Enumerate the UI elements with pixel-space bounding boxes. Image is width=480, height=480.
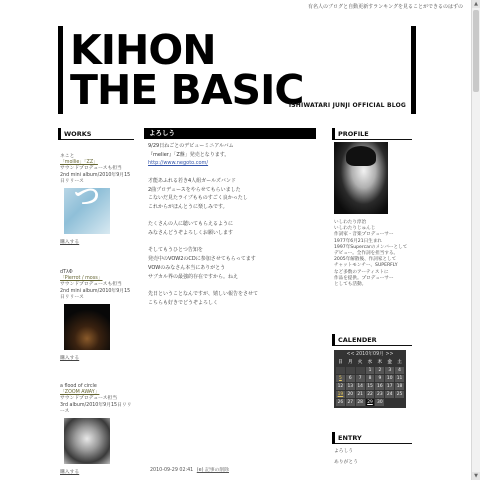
calendar-day: 27: [347, 400, 354, 405]
entry-link[interactable]: よろしう: [334, 449, 354, 454]
calendar-day: 6: [346, 375, 355, 382]
profile-line: など多数のアーティストに: [334, 269, 389, 275]
work-credit: サウンドプロデュース担当: [60, 396, 118, 402]
profile-heading-bar: [332, 128, 335, 140]
profile-heading: PROFILE: [332, 128, 412, 140]
calendar-weekday: 日: [336, 359, 345, 366]
work-title-link[interactable]: 「Pierrot / moss」: [60, 276, 103, 282]
post-line: VOWのみなさん本当にありがとう: [148, 264, 226, 271]
post-timestamp: 2010-09-29 02:41: [150, 468, 194, 473]
profile-line: 1997年Supercarのメンバーとして: [334, 244, 408, 250]
post-meta: [150, 466, 229, 473]
calendar-weekday: 火: [356, 359, 365, 366]
album-cover-image[interactable]: [64, 188, 110, 234]
calendar-weekday: 金: [385, 359, 394, 366]
calendar-blank: [336, 367, 345, 374]
calendar-weekday: 水: [366, 359, 375, 366]
calendar-day: 15: [367, 384, 373, 389]
post-line: みなさんどうぞよろしくお願いします: [148, 230, 234, 236]
profile-line: 作詞家・音楽プロデューサー: [334, 232, 394, 238]
calendar-day: 2: [375, 367, 384, 374]
calendar-day: 7: [356, 375, 365, 382]
scrollbar-thumb[interactable]: [473, 10, 479, 92]
calendar-weekday: 木: [375, 359, 384, 366]
calendar-day: 9: [375, 375, 384, 382]
blog-title-line-2[interactable]: THE BASIC: [70, 66, 304, 114]
header-right-bar: [411, 26, 416, 114]
calendar-day: 4: [395, 367, 404, 374]
calendar-day: 21: [357, 392, 363, 397]
profile-line: 作品を提供。プロデューサー: [334, 275, 394, 281]
post-line: 9/29日ねごとのデビューミニアルバム: [148, 143, 234, 149]
header-left-bar: [58, 26, 63, 114]
post-paragraph: [148, 246, 314, 281]
post-line: 先日ということなんですが、嬉しい報告をさせて: [148, 290, 259, 297]
calendar-day: 25: [396, 392, 403, 397]
calendar-weekday: 月: [346, 359, 355, 366]
calendar-day: 14: [357, 384, 363, 389]
post-paragraph: [148, 177, 314, 212]
entry-link[interactable]: ありがとう: [334, 460, 358, 465]
post-line: 才能あふれる若き4人組ガールズバンド: [148, 177, 236, 184]
work-title-link[interactable]: 「mollie」「ZZ」: [60, 160, 98, 166]
post-line: これからがほんとうに楽しみです。: [148, 203, 228, 210]
post-category-link[interactable]: (e) 記事の削除: [196, 468, 229, 473]
calendar-day: 11: [396, 376, 403, 381]
post-line: 『melier』「Z盤」発売となります。: [148, 151, 230, 158]
post-line: 2曲プロデュースをやらせてもらいました: [148, 186, 241, 193]
album-cover-image[interactable]: [64, 304, 110, 350]
work-item: [60, 384, 132, 476]
calendar-blank: [346, 367, 355, 374]
calendar-day: 3: [385, 367, 394, 374]
post-line: そしてもうひとつ告知を: [148, 247, 203, 254]
calendar-day[interactable]: 29: [367, 400, 373, 405]
vertical-scrollbar[interactable]: [471, 0, 480, 480]
work-release: 2nd mini album/2010年9月15日リリース: [60, 172, 131, 184]
work-artist[interactable]: ネこと: [60, 154, 75, 159]
post-url-link[interactable]: http://www.negoto.com/: [148, 160, 209, 167]
work-item: [60, 270, 132, 362]
calendar-day: 23: [377, 392, 383, 397]
post-paragraph: [148, 142, 314, 168]
profile-line: 1977年6月21日生まれ: [334, 238, 383, 244]
profile-line: としても活動。: [334, 282, 367, 288]
calendar-day: 22: [367, 392, 373, 397]
scroll-up-arrow-icon[interactable]: ▲: [472, 0, 480, 8]
work-title-link[interactable]: 「ZOOM AWAY」: [60, 390, 100, 396]
entry-heading: ENTRY: [332, 432, 412, 444]
calendar-day: 17: [386, 384, 393, 389]
calendar-weekday: 土: [395, 359, 404, 366]
profile-text: [334, 220, 410, 288]
post-paragraph: [148, 220, 314, 237]
calendar-day: 8: [366, 375, 375, 382]
top-banner-text[interactable]: 有名人のブログと自動更新すランキングを見ることができるのはずの: [308, 4, 463, 10]
calendar-day: 20: [347, 392, 354, 397]
work-item: [60, 154, 132, 246]
calendar-day: 12: [337, 384, 344, 389]
calendar-blank: [356, 367, 365, 374]
profile-line: いしわたりじゅんじ: [334, 226, 376, 232]
post-line: こちらも好きでどうぞよろしく: [148, 299, 219, 306]
calendar-day: 30: [377, 400, 383, 405]
work-credit: サウンドプロデュースも担当: [60, 282, 122, 288]
calendar-heading: CALENDER: [332, 334, 412, 346]
profile-line: 2005年解散後、作詞家として: [334, 257, 397, 263]
calendar-day: 28: [357, 400, 363, 405]
work-artist[interactable]: a flood of circle: [60, 384, 97, 389]
buy-link[interactable]: 購入する: [60, 470, 80, 476]
entry-heading-bar: [332, 432, 335, 444]
post-line: サブカル界の最強的存在ですから。ねえ: [148, 273, 238, 280]
profile-line: デビュー。全作詞を担当する。: [334, 251, 399, 257]
post-line: たくさんの人に聴いてもらえるように: [148, 221, 234, 228]
work-release: 3rd album/2010年9月15日リリース: [60, 402, 132, 414]
profile-photo[interactable]: [334, 142, 388, 214]
calendar-widget: [334, 350, 406, 408]
calendar-day: 24: [386, 392, 393, 397]
scroll-down-arrow-icon[interactable]: ▼: [472, 472, 480, 480]
entry-list: [334, 446, 410, 468]
calendar-day[interactable]: 19: [337, 392, 344, 397]
post-body: [148, 142, 314, 316]
blog-title-line-1[interactable]: KIHON: [70, 26, 216, 74]
post-title[interactable]: よろしう: [144, 128, 316, 139]
calendar-day: 10: [386, 376, 393, 381]
calendar-day: 26: [337, 400, 344, 405]
calendar-day: 13: [347, 384, 354, 389]
buy-link[interactable]: 購入する: [60, 240, 80, 246]
album-cover-image[interactable]: [64, 418, 110, 464]
profile-line: いしわたり淳治: [334, 220, 367, 225]
calendar-month-nav[interactable]: << 2010年09月 >>: [346, 352, 394, 357]
works-heading-bar: [58, 128, 61, 140]
calendar-day: 18: [396, 384, 403, 389]
calendar-grid: [336, 359, 404, 406]
calendar-day[interactable]: 5: [336, 375, 345, 382]
work-release: 2nd mini album/2010年9月15日リリース: [60, 288, 131, 300]
work-artist[interactable]: dTλΦ: [60, 270, 73, 275]
profile-line: チャットモンチー、SUPERFLY: [334, 263, 398, 269]
work-credit: サウンドプロデュースも担当: [60, 166, 122, 172]
post-line: 発売中のVOW2のCDに参加させてもらってます: [148, 256, 256, 263]
calendar-day: 1: [366, 367, 375, 374]
buy-link[interactable]: 購入する: [60, 356, 80, 362]
blog-subtitle: ISHIWATARI JUNJI OFFICIAL BLOG: [288, 102, 406, 109]
calendar-heading-bar: [332, 334, 335, 346]
post-line: こないだ見たライブもものすごく良かったし: [148, 195, 248, 202]
post-paragraph: [148, 290, 314, 307]
blog-header: [58, 24, 416, 116]
calendar-day: 16: [377, 384, 383, 389]
works-heading: WORKS: [58, 128, 134, 140]
